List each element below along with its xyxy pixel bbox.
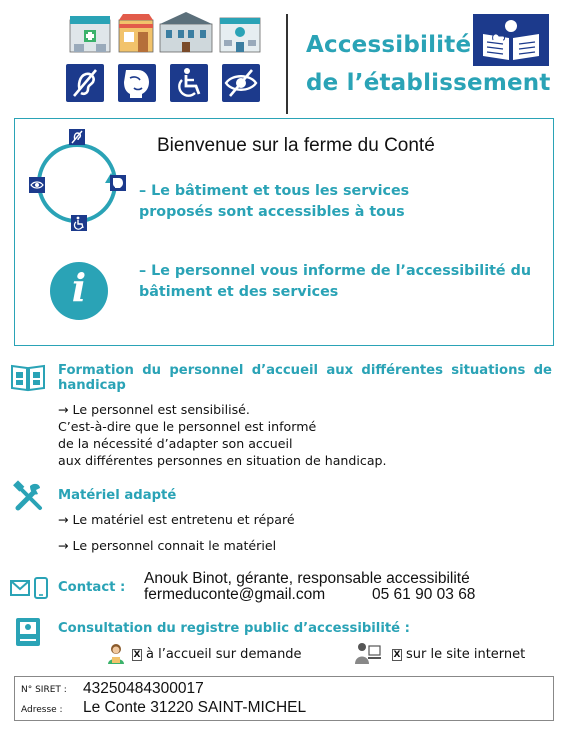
town-hall-building-icon bbox=[158, 10, 214, 54]
register-option-website bbox=[392, 647, 525, 662]
shop-building-icon bbox=[116, 10, 156, 54]
training-line-2: C’est-à-dire que le personnel est informé bbox=[58, 419, 317, 434]
computer-user-icon bbox=[352, 640, 382, 666]
wheelchair-icon bbox=[71, 215, 87, 231]
welcome-box bbox=[14, 118, 554, 346]
siret-label: N° SIRET : bbox=[21, 685, 67, 695]
header-divider bbox=[286, 14, 288, 114]
mental-impairment-icon bbox=[110, 175, 126, 191]
easy-to-read-logo-icon bbox=[473, 14, 549, 66]
tools-icon bbox=[12, 480, 46, 514]
training-line-3: de la nécessité d’adapter son accueil bbox=[58, 436, 293, 451]
welcome-title: Bienvenue sur la ferme du Conté bbox=[157, 135, 435, 156]
visual-impairment-icon bbox=[29, 177, 45, 193]
register-option-reception bbox=[132, 647, 302, 662]
training-line-4: aux différentes personnes en situation de handicap. bbox=[58, 453, 387, 468]
register-option-reception-label: à l’accueil sur demande bbox=[146, 647, 302, 662]
envelope-icon bbox=[10, 580, 30, 596]
training-title: Formation du personnel d’accueil aux différentes situations de handicap bbox=[58, 363, 552, 393]
info-glyph: i bbox=[71, 265, 87, 310]
equipment-line-2: → Le personnel connait le matériel bbox=[58, 538, 277, 553]
pharmacy-building-icon bbox=[66, 10, 114, 54]
register-title: Consultation du registre public d’accessibilité : bbox=[58, 621, 410, 636]
wheelchair-icon bbox=[170, 64, 208, 102]
welcome-point-accessible: – Le bâtiment et tous les services proposés sont accessibles à tous bbox=[139, 183, 410, 220]
page-title-line1: Accessibilité bbox=[306, 32, 472, 58]
phone-icon bbox=[34, 577, 48, 599]
siret-value: 43250484300017 bbox=[83, 680, 204, 697]
contact-name: Anouk Binot, gérante, responsable accessibilité bbox=[144, 570, 470, 587]
welcome-point-information: – Le personnel vous informe de l’accessibilité du bâtiment et des services bbox=[139, 263, 532, 300]
contact-email[interactable]: fermeduconte@gmail.com bbox=[144, 586, 326, 603]
page-title-line2: de l’établissement bbox=[306, 70, 551, 96]
equipment-title: Matériel adapté bbox=[58, 488, 177, 503]
training-book-icon bbox=[10, 362, 46, 392]
reception-checkbox[interactable]: X bbox=[133, 649, 141, 660]
website-checkbox[interactable]: X bbox=[393, 649, 401, 660]
hearing-impairment-icon bbox=[66, 64, 104, 102]
contact-phone[interactable]: 05 61 90 03 68 bbox=[372, 586, 476, 603]
training-line-1: → Le personnel est sensibilisé. bbox=[58, 402, 250, 417]
visual-impairment-icon bbox=[222, 64, 260, 102]
address-value: Le Conte 31220 SAINT-MICHEL bbox=[83, 699, 307, 716]
contact-label: Contact : bbox=[58, 580, 126, 595]
register-book-icon bbox=[14, 616, 42, 648]
hearing-impairment-icon bbox=[69, 129, 85, 145]
mental-impairment-icon bbox=[118, 64, 156, 102]
address-label: Adresse : bbox=[21, 705, 63, 715]
footer-box bbox=[14, 676, 554, 721]
register-option-website-label: sur le site internet bbox=[406, 647, 526, 662]
reception-person-icon bbox=[104, 642, 128, 666]
equipment-line-1: → Le matériel est entretenu et réparé bbox=[58, 512, 295, 527]
hospital-building-icon bbox=[216, 10, 264, 54]
